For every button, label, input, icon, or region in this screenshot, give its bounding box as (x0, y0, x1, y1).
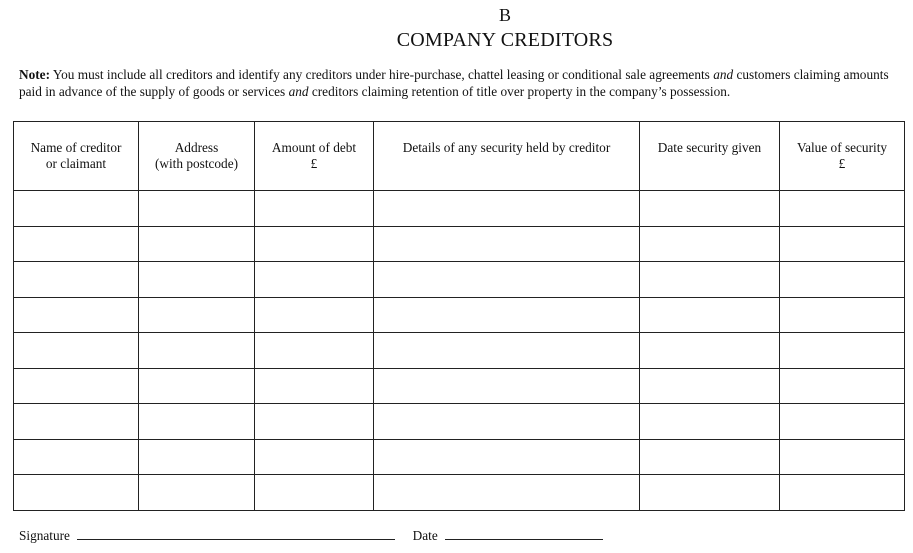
cell-address[interactable] (139, 262, 255, 298)
table-row (14, 262, 905, 298)
cell-address[interactable] (139, 404, 255, 440)
cell-date-security-given[interactable] (640, 475, 780, 511)
cell-creditor-name[interactable] (14, 297, 139, 333)
column-header-line: Name of creditor (30, 140, 122, 155)
cell-security-details[interactable] (374, 333, 640, 369)
column-header-line: Details of any security held by creditor (402, 140, 611, 155)
cell-address[interactable] (139, 297, 255, 333)
table-row (14, 475, 905, 511)
cell-security-details[interactable] (374, 439, 640, 475)
cell-address[interactable] (139, 368, 255, 404)
cell-value-of-security[interactable] (780, 404, 905, 440)
table-row (14, 404, 905, 440)
column-header-line: Amount of debt (271, 140, 357, 155)
cell-security-details[interactable] (374, 475, 640, 511)
column-header-line: Address (174, 140, 219, 155)
signature-row (19, 527, 603, 545)
table-row (14, 368, 905, 404)
note-paragraph (19, 67, 899, 100)
cell-address[interactable] (139, 333, 255, 369)
cell-security-details[interactable] (374, 262, 640, 298)
cell-creditor-name[interactable] (14, 475, 139, 511)
cell-address[interactable] (139, 439, 255, 475)
cell-amount-of-debt[interactable] (255, 226, 374, 262)
cell-creditor-name[interactable] (14, 226, 139, 262)
column-header-line: £ (310, 156, 318, 171)
cell-date-security-given[interactable] (640, 439, 780, 475)
cell-creditor-name[interactable] (14, 333, 139, 369)
cell-amount-of-debt[interactable] (255, 439, 374, 475)
column-header-creditor-name (14, 122, 139, 191)
cell-address[interactable] (139, 226, 255, 262)
cell-creditor-name[interactable] (14, 439, 139, 475)
cell-address[interactable] (139, 475, 255, 511)
column-header-amount-of-debt (255, 122, 374, 191)
cell-value-of-security[interactable] (780, 262, 905, 298)
cell-security-details[interactable] (374, 297, 640, 333)
cell-date-security-given[interactable] (640, 262, 780, 298)
table-row (14, 333, 905, 369)
column-header-line: £ (838, 156, 846, 171)
date-line[interactable] (445, 527, 603, 540)
cell-value-of-security[interactable] (780, 191, 905, 227)
column-header-security-details (374, 122, 640, 191)
cell-amount-of-debt[interactable] (255, 368, 374, 404)
cell-security-details[interactable] (374, 226, 640, 262)
cell-date-security-given[interactable] (640, 226, 780, 262)
page-title: COMPANY CREDITORS (396, 29, 614, 51)
cell-amount-of-debt[interactable] (255, 475, 374, 511)
cell-value-of-security[interactable] (780, 226, 905, 262)
table-row (14, 226, 905, 262)
column-header-date-security-given (640, 122, 780, 191)
note-label: Note: (19, 67, 51, 82)
column-header-line: Date security given (657, 140, 762, 155)
section-letter: B (498, 5, 511, 25)
cell-value-of-security[interactable] (780, 368, 905, 404)
cell-date-security-given[interactable] (640, 297, 780, 333)
cell-creditor-name[interactable] (14, 262, 139, 298)
table-row (14, 297, 905, 333)
table-header-row (14, 122, 905, 191)
table-row (14, 439, 905, 475)
cell-amount-of-debt[interactable] (255, 333, 374, 369)
cell-date-security-given[interactable] (640, 368, 780, 404)
cell-address[interactable] (139, 191, 255, 227)
cell-value-of-security[interactable] (780, 475, 905, 511)
cell-amount-of-debt[interactable] (255, 297, 374, 333)
cell-amount-of-debt[interactable] (255, 262, 374, 298)
cell-creditor-name[interactable] (14, 191, 139, 227)
cell-value-of-security[interactable] (780, 333, 905, 369)
note-text-1: You must include all creditors and identify any creditors under hire-purchase, chattel leasing or conditional sale agreements (50, 67, 714, 82)
cell-security-details[interactable] (374, 191, 640, 227)
cell-date-security-given[interactable] (640, 404, 780, 440)
column-header-value-of-security (780, 122, 905, 191)
cell-value-of-security[interactable] (780, 297, 905, 333)
cell-security-details[interactable] (374, 368, 640, 404)
table-row (14, 191, 905, 227)
creditors-table (13, 121, 905, 511)
date-label: Date (412, 528, 438, 543)
note-text-2: customers claiming amounts paid in advance of the supply of goods or services (19, 67, 889, 99)
column-header-line: (with postcode) (154, 156, 239, 171)
column-header-line: or claimant (45, 156, 107, 171)
cell-amount-of-debt[interactable] (255, 404, 374, 440)
signature-line[interactable] (77, 527, 395, 540)
signature-label: Signature (19, 528, 70, 543)
column-header-line: Value of security (796, 140, 888, 155)
column-header-address (139, 122, 255, 191)
note-emphasis-and-1: and (713, 67, 734, 82)
cell-security-details[interactable] (374, 404, 640, 440)
cell-date-security-given[interactable] (640, 333, 780, 369)
cell-value-of-security[interactable] (780, 439, 905, 475)
note-emphasis-and-2: and (288, 83, 309, 99)
cell-creditor-name[interactable] (14, 368, 139, 404)
cell-creditor-name[interactable] (14, 404, 139, 440)
cell-amount-of-debt[interactable] (255, 191, 374, 227)
cell-date-security-given[interactable] (640, 191, 780, 227)
note-text-3: creditors claiming retention of title over property in the company’s possession. (308, 83, 731, 99)
